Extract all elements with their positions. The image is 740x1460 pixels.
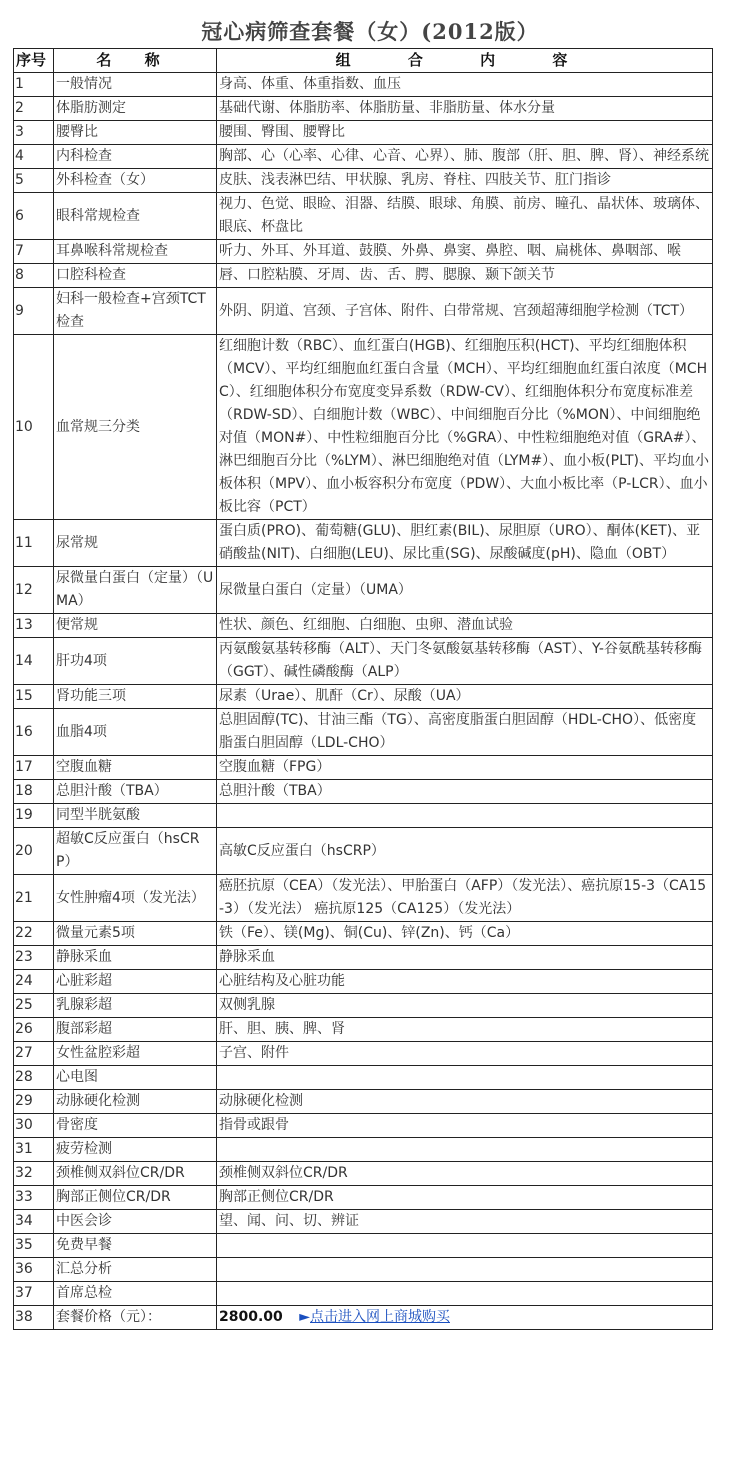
item-content: 丙氨酸氨基转移酶（ALT）、天门冬氨酸氨基转移酶（AST）、Y-谷氨酰基转移酶（GGT）、碱性磷酸酶（ALP）: [217, 638, 713, 685]
table-row: [14, 804, 713, 828]
row-no: 25: [14, 994, 54, 1018]
item-name: 超敏C反应蛋白（hsCRP）: [54, 828, 217, 875]
table-row: [14, 1186, 713, 1210]
item-content: 基础代谢、体脂肪率、体脂肪量、非脂肪量、体水分量: [217, 97, 713, 121]
item-content: 听力、外耳、外耳道、鼓膜、外鼻、鼻窦、鼻腔、咽、扁桃体、鼻咽部、喉: [217, 240, 713, 264]
item-name: 乳腺彩超: [54, 994, 217, 1018]
item-name: 免费早餐: [54, 1234, 217, 1258]
item-content: 双侧乳腺: [217, 994, 713, 1018]
item-content: 胸部正侧位CR/DR: [217, 1186, 713, 1210]
item-name: 口腔科检查: [54, 264, 217, 288]
row-no: 16: [14, 709, 54, 756]
table-row: [14, 97, 713, 121]
table-row: [14, 780, 713, 804]
buy-online-link-text: 点击进入网上商城购买: [310, 1309, 450, 1325]
table-row: [14, 946, 713, 970]
item-name: 肝功4项: [54, 638, 217, 685]
table-row: [14, 288, 713, 335]
table-row: [14, 1210, 713, 1234]
table-row: [14, 121, 713, 145]
item-content: [217, 1234, 713, 1258]
item-name: 外科检查（女）: [54, 169, 217, 193]
item-name: 尿微量白蛋白（定量）（UMA）: [54, 567, 217, 614]
item-name: 中医会诊: [54, 1210, 217, 1234]
table-header-row: [14, 49, 713, 73]
row-no: 13: [14, 614, 54, 638]
item-content: [217, 804, 713, 828]
table-row: [14, 1138, 713, 1162]
table-row: [14, 1282, 713, 1306]
item-content: 性状、颜色、红细胞、白细胞、虫卵、潜血试验: [217, 614, 713, 638]
table-row: [14, 1090, 713, 1114]
item-name: 女性肿瘤4项（发光法）: [54, 875, 217, 922]
item-name: 尿常规: [54, 520, 217, 567]
row-no: 18: [14, 780, 54, 804]
item-content: 望、闻、问、切、辨证: [217, 1210, 713, 1234]
table-row: [14, 520, 713, 567]
table-row: [14, 567, 713, 614]
row-no: 12: [14, 567, 54, 614]
table-row: [14, 828, 713, 875]
row-no: 11: [14, 520, 54, 567]
item-name: 心脏彩超: [54, 970, 217, 994]
item-name: 空腹血糖: [54, 756, 217, 780]
price-label: 套餐价格（元）：: [54, 1306, 217, 1330]
row-no: 29: [14, 1090, 54, 1114]
page-title: 冠心病筛查套餐（女）(2012版）: [201, 19, 539, 44]
item-content: 腰围、臀围、腰臀比: [217, 121, 713, 145]
row-no: 9: [14, 288, 54, 335]
table-row: [14, 264, 713, 288]
item-content: 红细胞计数（RBC）、血红蛋白(HGB)、红细胞压积(HCT)、平均红细胞体积（MCV）、平均红细胞血红蛋白含量（MCH）、平均红细胞血红蛋白浓度（MCHC）、红细胞体积分布宽度变异系数（RDW-CV）、红细胞体积分布宽度标准差（RDW-SD）、白细胞计数（WBC）、中间细胞百分比（%MON）、中间细胞绝对值（MON#）、中性粒细胞百分比（%GRA）、中性粒细胞绝对值（GRA#）、淋巴细胞百分比（%LYM）、淋巴细胞绝对值（LYM#）、血小板(PLT)、平均血小板体积（MPV）、血小板容积分布宽度（PDW）、大血小板比率（P-LCR）、血小板比容（PCT）: [217, 335, 713, 520]
price-cell: [217, 1306, 713, 1330]
row-no: 1: [14, 73, 54, 97]
row-no: 32: [14, 1162, 54, 1186]
item-content: 总胆汁酸（TBA）: [217, 780, 713, 804]
table-row: [14, 1258, 713, 1282]
row-no: 7: [14, 240, 54, 264]
item-content: 外阴、阴道、宫颈、子宫体、附件、白带常规、宫颈超薄细胞学检测（TCT）: [217, 288, 713, 335]
item-content: 动脉硬化检测: [217, 1090, 713, 1114]
item-name: 女性盆腔彩超: [54, 1042, 217, 1066]
item-content: 心脏结构及心脏功能: [217, 970, 713, 994]
item-content: 颈椎侧双斜位CR/DR: [217, 1162, 713, 1186]
table-row: [14, 614, 713, 638]
table-row: [14, 1042, 713, 1066]
item-content: 视力、色觉、眼睑、泪器、结膜、眼球、角膜、前房、瞳孔、晶状体、玻璃体、眼底、杯盘比: [217, 193, 713, 240]
table-row: [14, 1162, 713, 1186]
item-name: 首席总检: [54, 1282, 217, 1306]
item-name: 内科检查: [54, 145, 217, 169]
item-content: 尿素（Urae）、肌酐（Cr）、尿酸（UA）: [217, 685, 713, 709]
item-name: 颈椎侧双斜位CR/DR: [54, 1162, 217, 1186]
price-row: [14, 1306, 713, 1330]
row-no: 34: [14, 1210, 54, 1234]
item-name: 总胆汁酸（TBA）: [54, 780, 217, 804]
price-value: 2800.00: [219, 1309, 283, 1325]
item-name: 血脂4项: [54, 709, 217, 756]
row-no: 10: [14, 335, 54, 520]
table-row: [14, 709, 713, 756]
buy-online-link[interactable]: [299, 1309, 450, 1325]
item-content: 子宫、附件: [217, 1042, 713, 1066]
item-name: 同型半胱氨酸: [54, 804, 217, 828]
row-no: 31: [14, 1138, 54, 1162]
item-content: 胸部、心（心率、心律、心音、心界）、肺、腹部（肝、胆、脾、肾）、神经系统: [217, 145, 713, 169]
table-row: [14, 1114, 713, 1138]
row-no: 27: [14, 1042, 54, 1066]
row-no: 17: [14, 756, 54, 780]
item-name: 静脉采血: [54, 946, 217, 970]
item-name: 血常规三分类: [54, 335, 217, 520]
item-content: [217, 1066, 713, 1090]
row-no: 6: [14, 193, 54, 240]
table-row: [14, 73, 713, 97]
item-content: 空腹血糖（FPG）: [217, 756, 713, 780]
item-name: 耳鼻喉科常规检查: [54, 240, 217, 264]
row-no: 14: [14, 638, 54, 685]
arrow-right-icon: ►: [299, 1309, 310, 1325]
header-content: 组 合 内 容: [217, 49, 713, 73]
item-content: 尿微量白蛋白（定量）（UMA）: [217, 567, 713, 614]
row-no: 22: [14, 922, 54, 946]
row-no: 28: [14, 1066, 54, 1090]
item-content: 肝、胆、胰、脾、肾: [217, 1018, 713, 1042]
item-name: 肾功能三项: [54, 685, 217, 709]
row-no: 20: [14, 828, 54, 875]
item-content: 总胆固醇(TC)、甘油三酯（TG）、高密度脂蛋白胆固醇（HDL-CHO）、低密度脂蛋白胆固醇（LDL-CHO）: [217, 709, 713, 756]
table-row: [14, 1234, 713, 1258]
item-name: 眼科常规检查: [54, 193, 217, 240]
row-no: 2: [14, 97, 54, 121]
row-no: 19: [14, 804, 54, 828]
table-row: [14, 169, 713, 193]
row-no: 8: [14, 264, 54, 288]
table-row: [14, 922, 713, 946]
table-row: [14, 193, 713, 240]
item-name: 体脂肪测定: [54, 97, 217, 121]
table-row: [14, 638, 713, 685]
item-content: [217, 1282, 713, 1306]
header-no: 序号: [14, 49, 54, 73]
table-row: [14, 335, 713, 520]
row-no: 36: [14, 1258, 54, 1282]
item-content: 高敏C反应蛋白（hsCRP）: [217, 828, 713, 875]
item-name: 动脉硬化检测: [54, 1090, 217, 1114]
row-no: 33: [14, 1186, 54, 1210]
table-row: [14, 1066, 713, 1090]
item-content: 蛋白质(PRO)、葡萄糖(GLU)、胆红素(BIL)、尿胆原（URO）、酮体(KET)、亚硝酸盐(NIT)、白细胞(LEU)、尿比重(SG)、尿酸碱度(pH)、隐血（OBT）: [217, 520, 713, 567]
table-row: [14, 970, 713, 994]
item-name: 骨密度: [54, 1114, 217, 1138]
table-row: [14, 875, 713, 922]
table-row: [14, 240, 713, 264]
row-no: 3: [14, 121, 54, 145]
row-no: 4: [14, 145, 54, 169]
table-body: [14, 73, 713, 1306]
item-name: 微量元素5项: [54, 922, 217, 946]
row-no: 15: [14, 685, 54, 709]
table-row: [14, 145, 713, 169]
item-content: 指骨或跟骨: [217, 1114, 713, 1138]
item-name: 汇总分析: [54, 1258, 217, 1282]
table-row: [14, 756, 713, 780]
item-content: 癌胚抗原（CEA）（发光法）、甲胎蛋白（AFP）（发光法）、癌抗原15-3（CA15-3）（发光法） 癌抗原125（CA125）（发光法）: [217, 875, 713, 922]
item-content: [217, 1258, 713, 1282]
item-name: 心电图: [54, 1066, 217, 1090]
row-no: 23: [14, 946, 54, 970]
package-table: [13, 48, 713, 1330]
row-no: 24: [14, 970, 54, 994]
item-name: 腹部彩超: [54, 1018, 217, 1042]
row-no: 26: [14, 1018, 54, 1042]
row-no: 37: [14, 1282, 54, 1306]
item-name: 便常规: [54, 614, 217, 638]
row-no: 35: [14, 1234, 54, 1258]
item-content: 身高、体重、体重指数、血压: [217, 73, 713, 97]
item-name: 胸部正侧位CR/DR: [54, 1186, 217, 1210]
item-content: 铁（Fe）、镁(Mg)、铜(Cu)、锌(Zn)、钙（Ca）: [217, 922, 713, 946]
header-name: 名 称: [54, 49, 217, 73]
table-row: [14, 994, 713, 1018]
item-content: [217, 1138, 713, 1162]
item-content: 静脉采血: [217, 946, 713, 970]
item-name: 妇科一般检查+宫颈TCT检查: [54, 288, 217, 335]
price-row-no: 38: [14, 1306, 54, 1330]
item-name: 一般情况: [54, 73, 217, 97]
table-row: [14, 1018, 713, 1042]
row-no: 21: [14, 875, 54, 922]
item-name: 疲劳检测: [54, 1138, 217, 1162]
item-content: 唇、口腔粘膜、牙周、齿、舌、腭、腮腺、颞下颌关节: [217, 264, 713, 288]
row-no: 5: [14, 169, 54, 193]
table-row: [14, 685, 713, 709]
item-content: 皮肤、浅表淋巴结、甲状腺、乳房、脊柱、四肢关节、肛门指诊: [217, 169, 713, 193]
item-name: 腰臀比: [54, 121, 217, 145]
row-no: 30: [14, 1114, 54, 1138]
